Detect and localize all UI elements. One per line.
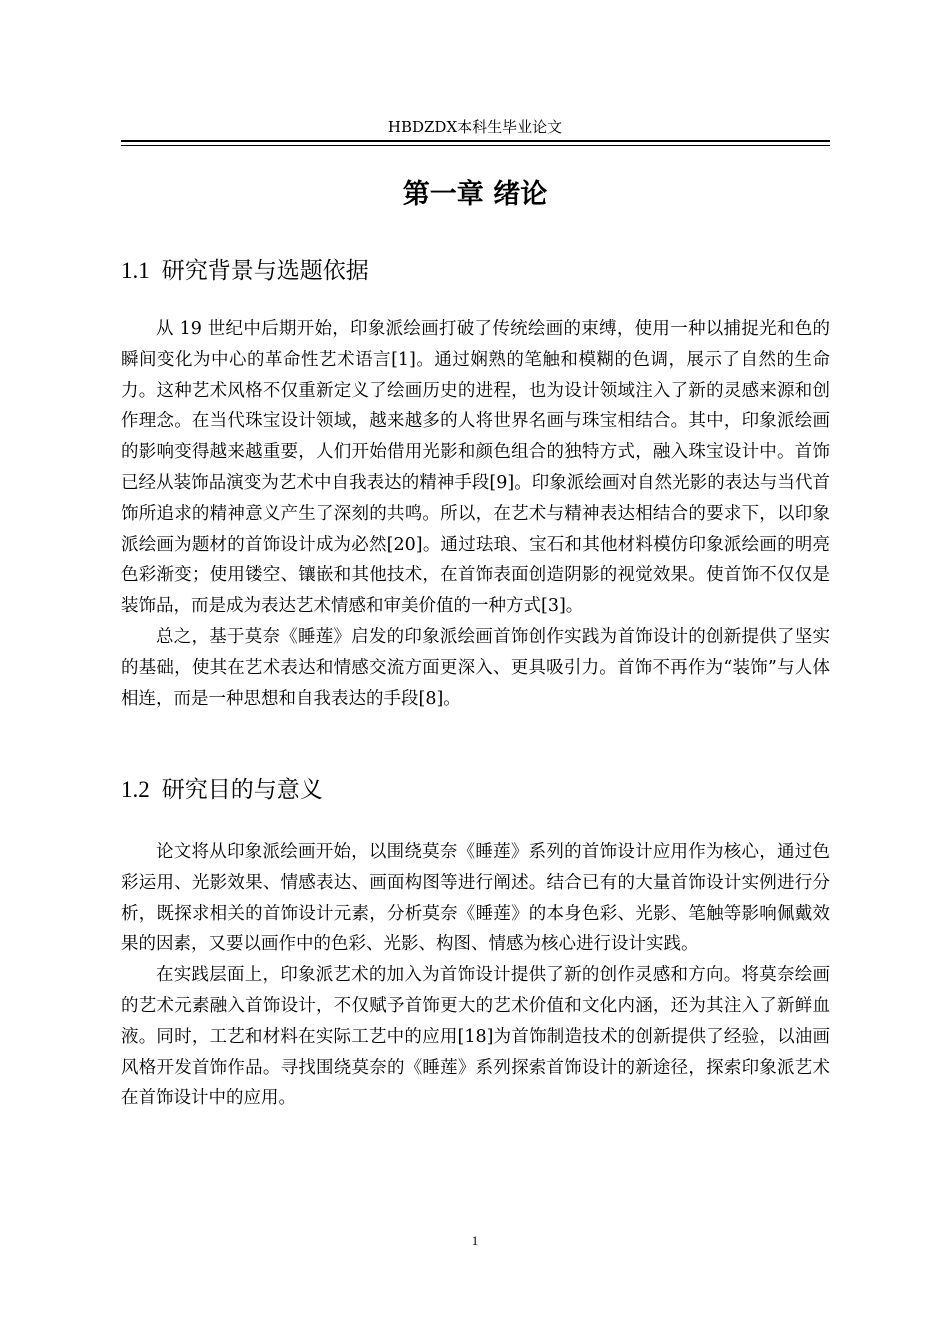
header-rule-thick [121,140,830,142]
paragraph: 总之，基于莫奈《睡莲》启发的印象派绘画首饰创作实践为首饰设计的创新提供了坚实的基础，使其在艺术表达和情感交流方面更深入、更具吸引力。首饰不再作为“装饰”与人体相连，而是一种思想和自我表达的手段[8]。 [121,626,830,709]
header-rule-thin [121,145,830,146]
section-title: 研究背景与选题依据 [161,258,369,284]
paragraph: 论文将从印象派绘画开始，以围绕莫奈《睡莲》系列的首饰设计应用作为核心，通过色彩运用、光影效果、情感表达、画面构图等进行阐述。结合已有的大量首饰设计实例进行分析，既探求相关的首饰设计元素，分析莫奈《睡莲》的本身色彩、光影、笔触等影响佩戴效果的因素，又要以画作中的色彩、光影、构图、情感为核心进行设计实践。 [121,842,830,955]
section-heading-1-1 [121,252,369,285]
section-number: 1.2 [121,777,150,802]
chapter-title: 第一章 绪论 [402,179,548,210]
paragraph: 从 19 世纪中后期开始，印象派绘画打破了传统绘画的束缚，使用一种以捕捉光和色的瞬间变化为中心的革命性艺术语言[1]。通过娴熟的笔触和模糊的色调，展示了自然的生命力。这种艺术风格不仅重新定义了绘画历史的进程，也为设计领域注入了新的灵感来源和创作理念。在当代珠宝设计领域，越来越多的人将世界名画与珠宝相结合。其中，印象派绘画的影响变得越来越重要，人们开始借用光影和颜色组合的独特方式，融入珠宝设计中。首饰已经从装饰品演变为艺术中自我表达的精神手段[9]。印象派绘画对自然光影的表达与当代首饰所追求的精神意义产生了深刻的共鸣。所以，在艺术与精神表达相结合的要求下，以印象派绘画为题材的首饰设计成为必然[20]。通过珐琅、宝石和其他材料模仿印象派绘画的明亮色彩渐变；使用镂空、镶嵌和其他技术，在首饰表面创造阴影的视觉效果。使首饰不仅仅是装饰品，而是成为表达艺术情感和审美价值的一种方式[3]。 [121,319,830,617]
section-number: 1.1 [121,258,150,283]
section-body-1-2 [121,837,830,1114]
page-number: 1 [471,1233,479,1248]
running-header: HBDZDX本科生毕业论文 [387,118,563,136]
section-heading-1-2 [121,771,323,804]
paragraph: 在实践层面上，印象派艺术的加入为首饰设计提供了新的创作灵感和方向。将莫奈绘画的艺术元素融入首饰设计，不仅赋予首饰更大的艺术价值和文化内涵，还为其注入了新鲜血液。同时，工艺和材料在实际工艺中的应用[18]为首饰制造技术的创新提供了经验，以油画风格开发首饰作品。寻找围绕莫奈的《睡莲》系列探索首饰设计的新途径，探索印象派艺术在首饰设计中的应用。 [121,965,830,1109]
section-title: 研究目的与意义 [161,777,323,803]
section-body-1-1 [121,314,830,714]
